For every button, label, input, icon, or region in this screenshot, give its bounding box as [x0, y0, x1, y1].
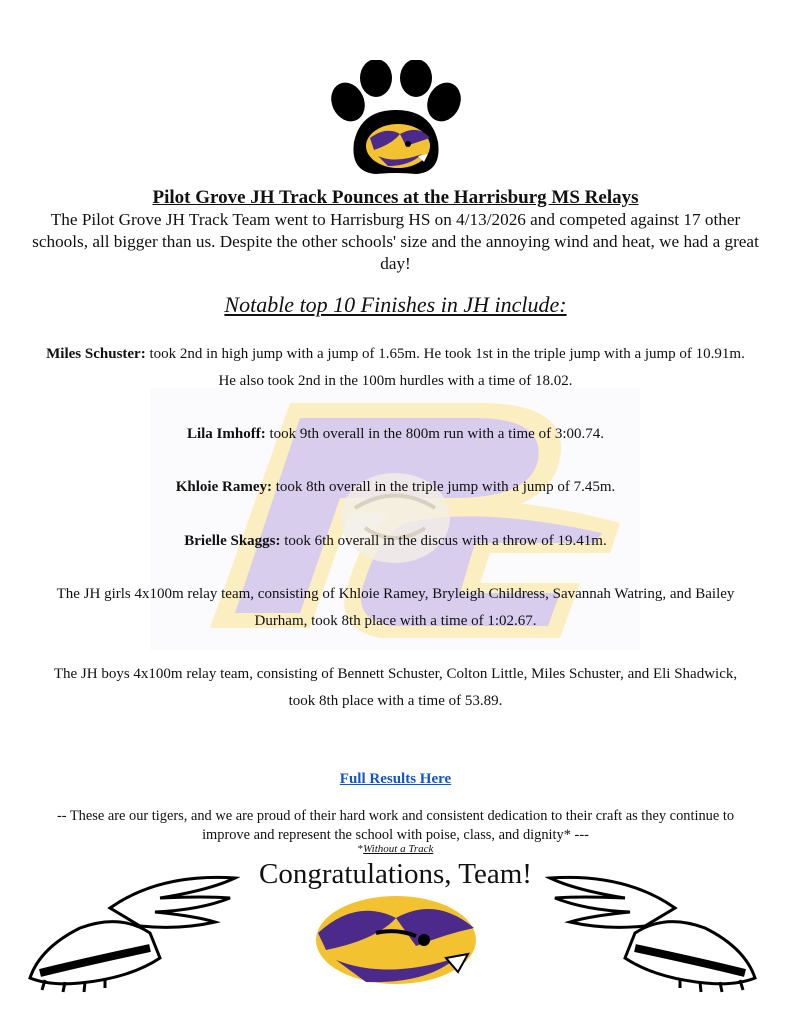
athlete-name: Brielle Skaggs: [184, 533, 281, 549]
result-entry [40, 528, 751, 555]
footnote-star: * [357, 843, 364, 855]
congratulations-heading: Congratulations, Team! [259, 858, 532, 890]
intro-paragraph: The Pilot Grove JH Track Team went to Harrisburg HS on 4/13/2026 and competed against 17 other schools, all bigger than us. Despite the other schools' size and the annoying wind and heat, we had a great day! [32, 210, 759, 273]
result-entry [40, 341, 751, 395]
footnote [0, 843, 791, 855]
result-text: took 2nd in high jump with a jump of 1.65m. He took 1st in the triple jump with a jump of 10.91m. He also took 2nd in the 100m hurdles with a time of 18.02. [145, 346, 745, 389]
result-entry [40, 421, 751, 448]
boys-relay-paragraph: The JH boys 4x100m relay team, consisting of Bennett Schuster, Colton Little, Miles Schuster, and Eli Shadwick, took 8th place with a time of 53.89. [53, 666, 738, 709]
result-text: took 6th overall in the discus with a throw of 19.41m. [280, 533, 607, 549]
headline: Pilot Grove JH Track Pounces at the Harrisburg MS Relays [152, 187, 639, 208]
athlete-name: Miles Schuster: [46, 346, 146, 362]
girls-relay-paragraph: The JH girls 4x100m relay team, consisting of Khloie Ramey, Bryleigh Childress, Savannah Watring, and Bailey Durham, took 8th place with a time of 1:02.67. [56, 586, 735, 629]
tiger-head-icon [306, 888, 486, 988]
result-text: took 8th overall in the triple jump with a jump of 7.45m. [271, 479, 616, 495]
athlete-name: Khloie Ramey: [175, 479, 272, 495]
athlete-name: Lila Imhoff: [186, 426, 266, 442]
paw-print-icon [326, 60, 466, 178]
section-subheading: Notable top 10 Finishes in JH include: [224, 292, 567, 317]
winged-shoe-icon [545, 868, 775, 993]
full-results-link[interactable]: Full Results Here [339, 771, 452, 787]
winged-shoe-icon [10, 868, 240, 993]
closing-statement: -- These are our tigers, and we are proud of their hard work and consistent dedication to their craft as they continue to improve and represent the school with poise, class, and dignity* --- [56, 808, 735, 843]
result-text: took 9th overall in the 800m run with a time of 3:00.74. [265, 426, 605, 442]
tiger-head-icon [366, 124, 430, 168]
result-entry [40, 474, 751, 501]
footnote-text: Without a Track [363, 843, 434, 855]
